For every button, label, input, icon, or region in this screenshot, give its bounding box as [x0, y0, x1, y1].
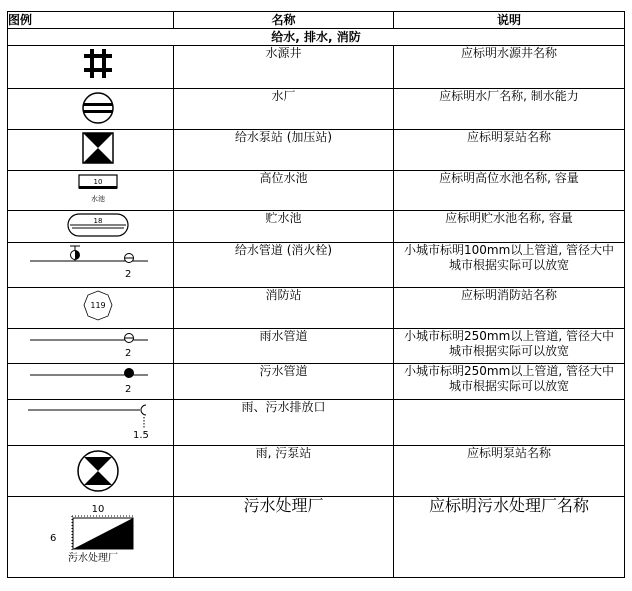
outfall-icon-arc [141, 405, 146, 415]
row-name: 贮水池 [174, 211, 394, 243]
outfall-icon [8, 400, 174, 445]
table-row [8, 364, 625, 400]
waterworks-symbol-cell [8, 89, 174, 130]
well-symbol-cell [8, 46, 174, 89]
row-name: 水源井 [174, 46, 394, 89]
water-pipe-symbol-cell [8, 243, 174, 288]
section-title: 给水, 排水, 消防 [8, 29, 625, 46]
legend-table [7, 11, 625, 578]
row-name: 污水处理厂 [174, 497, 394, 578]
elevated-tank-icon [8, 171, 174, 210]
storm-sewer-pump-symbol-cell [8, 446, 174, 497]
header-description: 说明 [394, 12, 625, 29]
sewage-plant-icon [8, 497, 174, 577]
water-pipe-icon-label: 2 [125, 269, 132, 280]
elevated-tank-icon-caption: 水池 [91, 195, 105, 203]
sewage-plant-icon-height: 6 [50, 533, 57, 544]
storm-pipe-icon [8, 329, 174, 363]
sewer-pipe-icon [8, 364, 174, 399]
description-line: 应标明贮水池名称, 容量 [445, 211, 573, 225]
storm-pipe-icon-label: 2 [125, 348, 132, 359]
description-line: 小城市标明250mm以上管道, 管径大中 [404, 364, 614, 378]
row-description [394, 243, 625, 288]
sewage-plant-symbol-cell [8, 497, 174, 578]
description-line: 城市根据实际可以放宽 [448, 344, 569, 358]
waterworks-icon-stripe-top [84, 103, 112, 106]
row-name: 雨水管道 [174, 329, 394, 364]
row-description [394, 46, 625, 89]
elevated-tank-icon-number: 10 [93, 178, 103, 186]
row-description [394, 211, 625, 243]
fire-station-icon-number: 119 [90, 301, 106, 310]
row-name: 雨、污水排放口 [174, 400, 394, 446]
header-name: 名称 [174, 12, 394, 29]
sewage-plant-icon-caption: 污水处理厂 [68, 553, 118, 564]
storm-pipe-symbol-cell [8, 329, 174, 364]
reservoir-icon-number: 18 [93, 217, 103, 225]
pump-station-icon [8, 130, 174, 170]
description-line: 小城市标明250mm以上管道, 管径大中 [404, 329, 614, 343]
sewage-plant-icon-width: 10 [91, 504, 105, 515]
row-name: 消防站 [174, 288, 394, 329]
row-description [394, 400, 625, 446]
storm-sewer-pump-icon [8, 446, 174, 496]
elevated-tank-symbol-cell [8, 171, 174, 211]
description-line: 应标明泵站名称 [466, 446, 551, 460]
row-description [394, 446, 625, 497]
table-row [8, 46, 625, 89]
table-row [8, 211, 625, 243]
fire-station-symbol-cell [8, 288, 174, 329]
row-name: 水厂 [174, 89, 394, 130]
header-row [8, 12, 625, 29]
description-line: 应标明高位水池名称, 容量 [439, 171, 579, 185]
description-line: 城市根据实际可以放宽 [448, 379, 569, 393]
description-line: 应标明水源井名称 [460, 46, 557, 60]
row-description [394, 288, 625, 329]
reservoir-icon [8, 211, 174, 242]
description-line: 应标明污水处理厂名称 [428, 496, 589, 515]
sewer-pipe-icon-label: 2 [125, 384, 132, 395]
description-line: 应标明消防站名称 [460, 288, 557, 302]
sewer-pipe-symbol-cell [8, 364, 174, 400]
row-name: 给水泵站 (加压站) [174, 130, 394, 171]
table-row [8, 89, 625, 130]
description-line: 应标明泵站名称 [466, 130, 551, 144]
section-row [8, 29, 625, 46]
description-line: 城市根据实际可以放宽 [448, 258, 569, 272]
row-description [394, 364, 625, 400]
row-name: 高位水池 [174, 171, 394, 211]
fire-station-icon [8, 288, 174, 328]
header-legend: 图例 [8, 12, 174, 29]
waterworks-icon-circle [83, 93, 113, 123]
row-description [394, 89, 625, 130]
description-line: 应标明水厂名称, 制水能力 [439, 89, 579, 103]
table-row [8, 130, 625, 171]
well-icon [8, 46, 174, 88]
table-row [8, 497, 625, 578]
elevated-tank-icon-base [79, 186, 117, 189]
row-name: 污水管道 [174, 364, 394, 400]
outfall-icon-label: 1.5 [133, 430, 149, 441]
row-description [394, 329, 625, 364]
row-description [394, 497, 625, 578]
waterworks-icon-stripe-bottom [84, 110, 112, 113]
waterworks-icon [8, 89, 174, 129]
row-name: 给水管道 (消火栓) [174, 243, 394, 288]
table-row [8, 400, 625, 446]
row-name: 雨, 污泵站 [174, 446, 394, 497]
row-description [394, 171, 625, 211]
table-row [8, 288, 625, 329]
pump-station-symbol-cell [8, 130, 174, 171]
water-pipe-icon [8, 243, 174, 287]
table-row [8, 171, 625, 211]
table-row [8, 446, 625, 497]
reservoir-symbol-cell [8, 211, 174, 243]
row-description [394, 130, 625, 171]
table-row [8, 329, 625, 364]
outfall-symbol-cell [8, 400, 174, 446]
description-line: 小城市标明100mm以上管道, 管径大中 [404, 243, 614, 257]
table-row [8, 243, 625, 288]
